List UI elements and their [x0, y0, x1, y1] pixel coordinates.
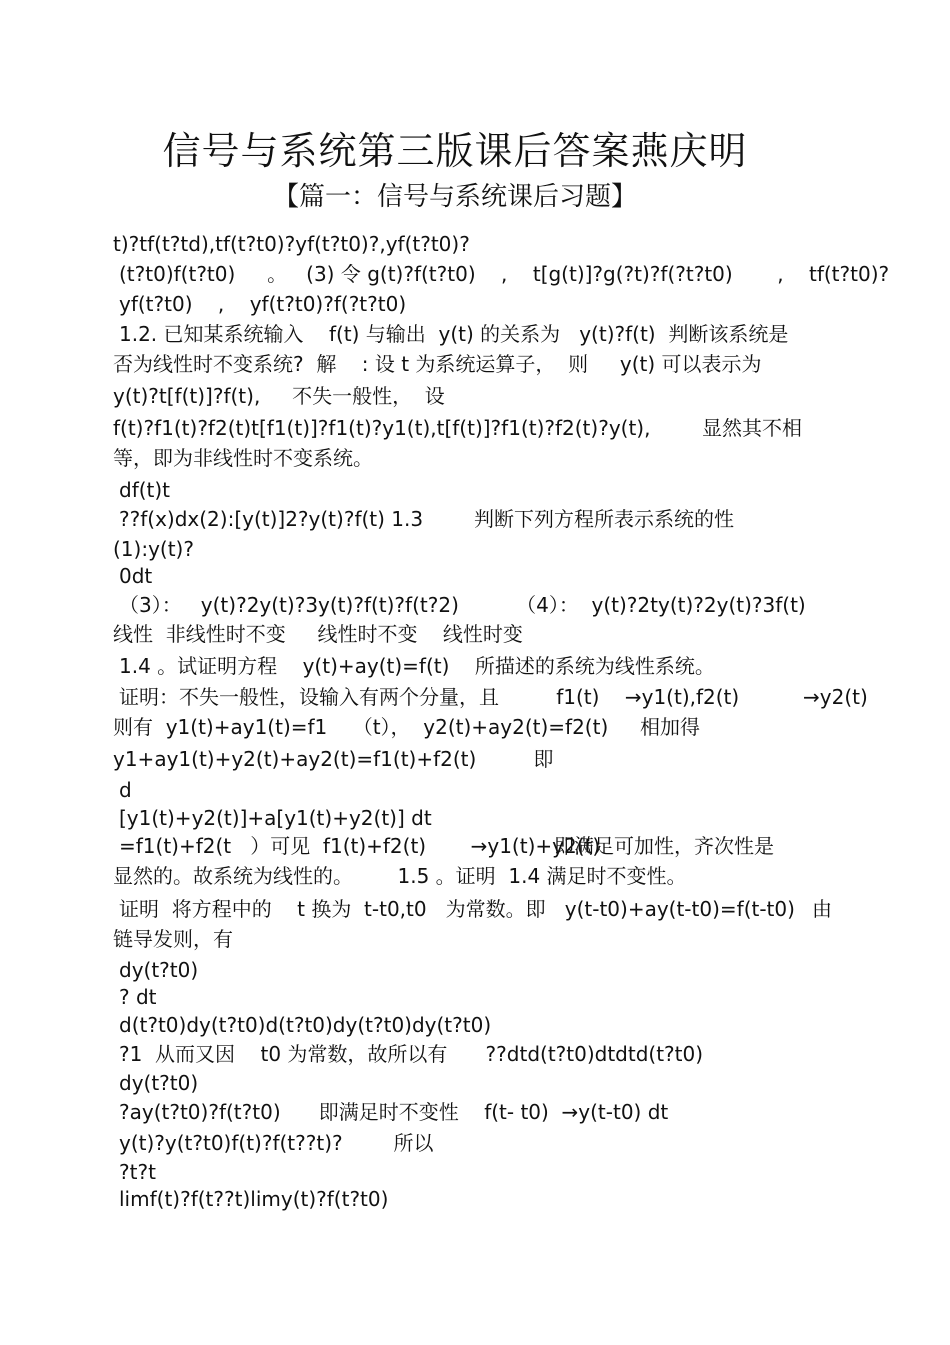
text-line: 链导发则，有: [113, 927, 233, 951]
text-line: 由: [812, 897, 832, 921]
page-title: 信号与系统第三版课后答案燕庆明: [162, 129, 748, 173]
text-line: 否为线性时不变系统? 解 : 设 t 为系统运算子， 则 y(t) 可以表示为: [113, 352, 762, 376]
page-subtitle: 【篇一：信号与系统课后习题】: [272, 182, 637, 212]
text-line: yf(t?t0) , yf(t?t0)?f(?t?t0): [119, 292, 407, 316]
text-line: 即满足可加性，齐次性是: [554, 834, 774, 858]
text-line: 证明 将方程中的 t 换为 t-t0,t0 为常数。即 y(t-t0)+ay(t-t0)=f(t-t0): [119, 897, 795, 921]
text-line: [y1(t)+y2(t)]+a[y1(t)+y2(t)] dt: [119, 806, 432, 830]
text-line: (1):y(t)?: [113, 537, 194, 561]
text-line: y1+ay1(t)+y2(t)+ay2(t)=f1(t)+f2(t) 即: [113, 747, 554, 771]
text-line: dy(t?t0): [119, 958, 199, 982]
text-line: 0dt: [119, 564, 153, 588]
text-line: ?ay(t?t0)?f(t?t0) 即满足时不变性 f(t- t0) →y(t-t0) dt: [119, 1100, 669, 1124]
text-line: df(t)t: [119, 478, 171, 502]
text-line: ??f(x)dx(2):[y(t)]2?y(t)?f(t) 1.3 判断下列方程所表示系统的性: [119, 507, 734, 531]
text-line: 1.2. 已知某系统输入 f(t) 与输出 y(t) 的关系为 y(t)?f(t) 判断该系统是: [119, 322, 789, 346]
text-line: 显然其不相: [702, 416, 802, 440]
text-line: 1.4 。试证明方程 y(t)+ay(t)=f(t) 所描述的系统为线性系统。: [119, 654, 715, 678]
text-line: (t?t0)f(t?t0) 。 (3) 令 g(t)?f(t?t0) , t[g(t)]?g(?t)?f(?t?t0) , tf(t?t0)?: [119, 262, 890, 286]
text-line: d(t?t0)dy(t?t0)d(t?t0)dy(t?t0)dy(t?t0): [119, 1013, 492, 1037]
text-line: （3）： y(t)?2y(t)?3y(t)?f(t)?f(t?2) （4）： y(t)?2ty(t)?2y(t)?3f(t): [119, 593, 806, 617]
text-line: 线性 非线性时不变 线性时不变 线性时变: [113, 622, 523, 646]
text-line: 等，即为非线性时不变系统。: [113, 446, 373, 470]
text-line: ? dt: [119, 985, 157, 1009]
text-line: →y2(t): [803, 685, 868, 709]
text-line: =f1(t)+f2(t ）可见 f1(t)+f2(t) →y1(t)+y2(t): [119, 834, 601, 858]
text-line: 证明：不失一般性，设输入有两个分量，且 f1(t) →y1(t),f2(t): [119, 685, 740, 709]
text-line: y(t)?t[f(t)]?f(t), 不失一般性， 设: [113, 384, 445, 408]
text-line: y(t)?y(t?t0)f(t)?f(t??t)? 所以: [119, 1131, 434, 1155]
text-line: 则有 y1(t)+ay1(t)=f1 （t）， y2(t)+ay2(t)=f2(t) 相加得: [113, 715, 701, 739]
text-line: ?1 从而又因 t0 为常数，故所以有 ??dtd(t?t0)dtdtd(t?t0): [119, 1042, 704, 1066]
text-line: f(t)?f1(t)?f2(t)t[f1(t)]?f1(t)?y1(t),t[f(t)]?f1(t)?f2(t)?y(t),: [113, 416, 651, 440]
text-line: limf(t)?f(t??t)limy(t)?f(t?t0): [119, 1187, 389, 1211]
text-line: dy(t?t0): [119, 1071, 199, 1095]
text-line: d: [119, 778, 132, 802]
text-line: t)?tf(t?td),tf(t?t0)?yf(t?t0)?,yf(t?t0)?: [113, 232, 470, 256]
text-line: ?t?t: [119, 1160, 156, 1184]
text-line: 显然的。故系统为线性的。 1.5 。证明 1.4 满足时不变性。: [113, 864, 687, 888]
